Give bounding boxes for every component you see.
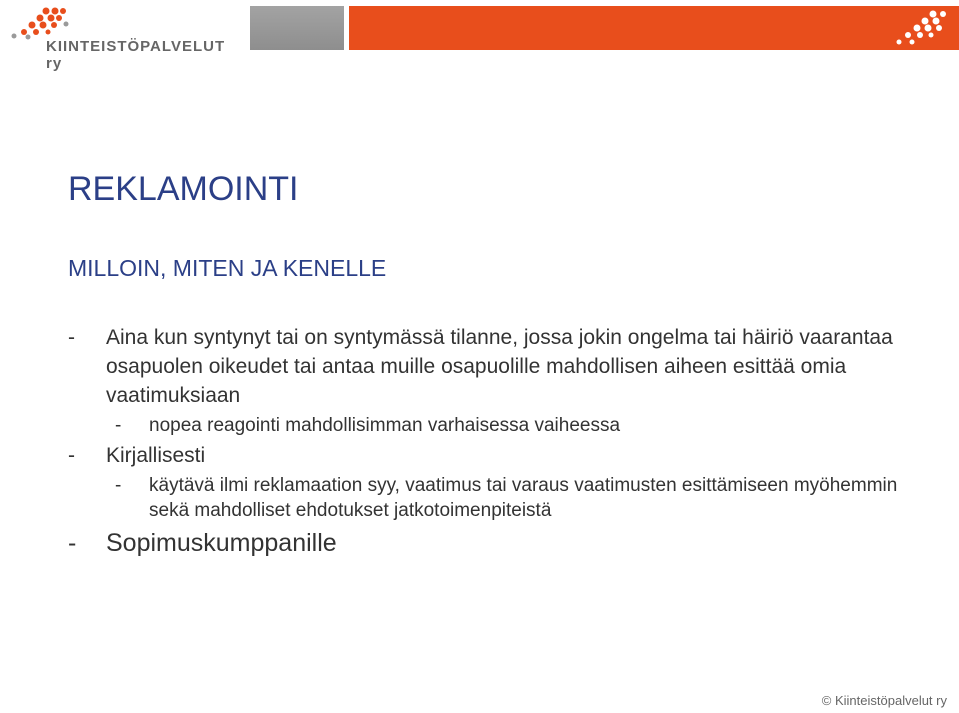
bullet-text: Sopimuskumppanille [106, 529, 337, 557]
bullet-item [68, 526, 928, 560]
footer-copyright: © Kiinteistöpalvelut ry [821, 693, 947, 708]
sub-bullet-item [115, 413, 928, 438]
header-gray-band [250, 6, 344, 50]
bullet-text: nopea reagointi mahdollisimman varhaisessa vaiheessa [149, 415, 621, 436]
bullet-dash: - [68, 326, 75, 349]
bullet-text: Aina kun syntynyt tai on syntymässä tilanne, jossa jokin ongelma tai häiriö vaarantaa osapuolen oikeudet tai antaa muille osapuolille mahdollisen aiheen esittää omia vaatimuksiaan [106, 326, 893, 407]
bullet-text: Kirjallisesti [106, 444, 206, 467]
logo-dots-icon [6, 6, 76, 40]
logo-wordmark: KIINTEISTÖPALVELUT ry [46, 38, 226, 72]
slide-title: REKLAMOINTI [68, 170, 299, 208]
bullet-dash: - [68, 444, 75, 467]
slide-subtitle: MILLOIN, MITEN JA KENELLE [68, 255, 387, 281]
bullet-dash: - [115, 415, 122, 436]
bullet-list [68, 323, 928, 560]
bullet-dash: - [115, 475, 122, 496]
bullet-dash: - [68, 529, 77, 557]
sub-bullet-item [115, 473, 928, 523]
band-dots-icon [881, 8, 951, 48]
header-orange-band [349, 6, 959, 50]
organization-logo [6, 6, 236, 72]
bullet-item [68, 441, 928, 470]
bullet-text: käytävä ilmi reklamaation syy, vaatimus tai varaus vaatimusten esittämiseen myöhemmin sekä mahdolliset ehdotukset jatkotoimenpiteistä [149, 475, 898, 521]
bullet-item [68, 323, 928, 410]
